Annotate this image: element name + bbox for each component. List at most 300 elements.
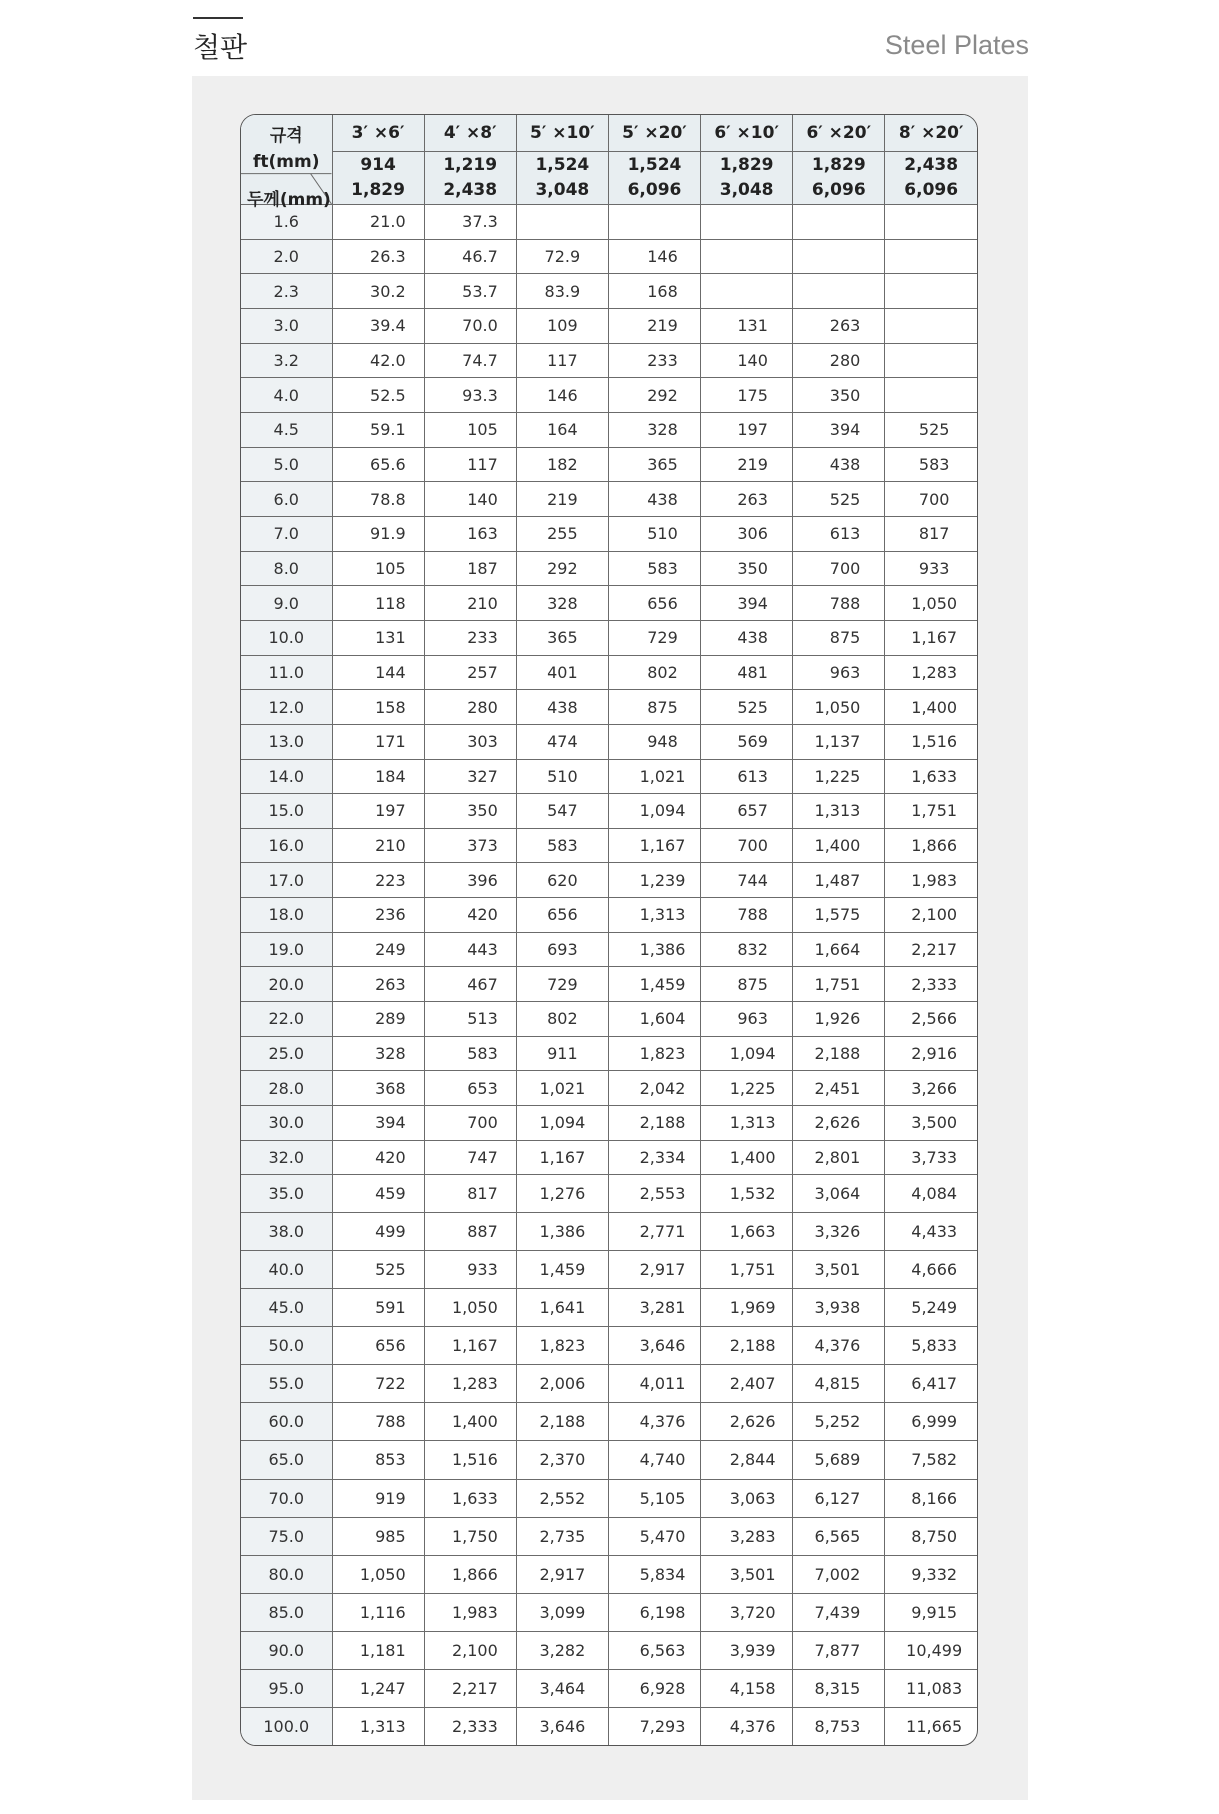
weight-cell (516, 1071, 608, 1106)
weight-cell (793, 967, 885, 1002)
weight-cell (332, 1631, 424, 1669)
weight-cell (608, 308, 700, 343)
weight-value: 817 (467, 1184, 498, 1204)
weight-cell (701, 967, 793, 1002)
weight-cell (332, 655, 424, 690)
weight-cell (701, 828, 793, 863)
thickness-cell: 1.6 (241, 205, 332, 240)
thickness-cell: 6.0 (241, 482, 332, 517)
weight-value: 4,158 (729, 1678, 776, 1698)
weight-cell (516, 1403, 608, 1441)
weight-value: 1,641 (539, 1298, 586, 1318)
weight-cell (608, 447, 700, 482)
weight-value: 817 (918, 524, 950, 544)
table-row (241, 1517, 977, 1555)
weight-value: 109 (547, 316, 578, 336)
weight-cell (885, 620, 977, 655)
weight-value: 2,451 (814, 1078, 861, 1098)
weight-value: 42.0 (370, 350, 406, 370)
weight-cell (608, 1289, 700, 1327)
weight-value: 1,866 (911, 836, 958, 856)
weight-cell (885, 863, 977, 898)
weight-cell (701, 1036, 793, 1071)
weight-cell (885, 724, 977, 759)
weight-cell (701, 205, 793, 240)
weight-value: 233 (647, 350, 678, 370)
weight-cell (424, 1441, 516, 1479)
column-spec-header: 5′ ×20′ (608, 115, 700, 152)
weight-value: 438 (829, 454, 861, 474)
weight-value: 1,400 (814, 836, 861, 856)
weight-value: 1,021 (539, 1078, 586, 1098)
width-mm: 1,829 (811, 155, 866, 175)
weight-cell (608, 828, 700, 863)
weight-cell (793, 1002, 885, 1037)
weight-value: 249 (375, 940, 406, 960)
weight-value: 83.9 (544, 281, 581, 301)
weight-cell (332, 932, 424, 967)
weight-cell (885, 551, 977, 586)
weight-value: 887 (467, 1222, 498, 1242)
weight-value: 1,283 (911, 662, 958, 682)
weight-value: 4,376 (729, 1716, 776, 1736)
weight-value: 832 (737, 940, 768, 960)
weight-value: 3,063 (729, 1488, 776, 1508)
weight-value: 2,188 (539, 1412, 586, 1432)
weight-value: 65.6 (370, 454, 406, 474)
weight-cell (332, 1441, 424, 1479)
weight-value: 306 (737, 524, 768, 544)
table-row (241, 239, 977, 274)
weight-value: 613 (737, 766, 768, 786)
weight-value: 1,983 (911, 870, 958, 890)
weight-value: 1,664 (814, 940, 861, 960)
weight-cell (516, 1441, 608, 1479)
weight-cell (332, 412, 424, 447)
weight-value: 4,084 (911, 1184, 958, 1204)
weight-value: 2,217 (911, 940, 958, 960)
weight-value: 693 (547, 940, 578, 960)
weight-cell (793, 1403, 885, 1441)
table-row (241, 1403, 977, 1441)
weight-cell (793, 343, 885, 378)
weight-cell (332, 274, 424, 309)
weight-value: 1,181 (359, 1640, 406, 1660)
weight-value: 182 (547, 454, 578, 474)
weight-cell (332, 1327, 424, 1365)
weight-cell (608, 551, 700, 586)
weight-value: 919 (375, 1488, 406, 1508)
weight-value: 1,167 (539, 1148, 586, 1168)
weight-value: 30.2 (370, 281, 406, 301)
weight-value: 1,050 (359, 1564, 406, 1584)
weight-cell (701, 759, 793, 794)
weight-cell (424, 1517, 516, 1555)
thickness-cell: 25.0 (241, 1036, 332, 1071)
weight-value: 1,313 (729, 1113, 776, 1133)
table-row (241, 205, 977, 240)
weight-cell (885, 1441, 977, 1479)
table-row (241, 655, 977, 690)
weight-cell (701, 655, 793, 690)
thickness-cell: 50.0 (241, 1327, 332, 1365)
weight-cell (608, 1213, 700, 1251)
weight-value: 3,720 (729, 1602, 776, 1622)
weight-value: 46.7 (462, 246, 498, 266)
weight-cell (608, 516, 700, 551)
weight-value: 2,735 (539, 1526, 586, 1546)
weight-cell (516, 759, 608, 794)
weight-cell (885, 1036, 977, 1071)
weight-value: 223 (375, 870, 406, 890)
weight-value: 11,665 (906, 1716, 963, 1736)
weight-value: 3,064 (814, 1184, 861, 1204)
weight-cell (424, 1593, 516, 1631)
weight-value: 171 (375, 732, 406, 752)
weight-value: 3,500 (911, 1113, 958, 1133)
weight-cell (701, 1631, 793, 1669)
weight-value: 1,575 (814, 905, 861, 925)
table-row (241, 551, 977, 586)
weight-cell (516, 898, 608, 933)
weight-cell (332, 724, 424, 759)
weight-cell (424, 898, 516, 933)
weight-cell (608, 1365, 700, 1403)
weight-value: 292 (647, 385, 678, 405)
weight-cell (424, 932, 516, 967)
table-row (241, 1441, 977, 1479)
weight-cell (332, 1002, 424, 1037)
weight-value: 591 (375, 1298, 406, 1318)
weight-cell (332, 1555, 424, 1593)
weight-cell (332, 759, 424, 794)
weight-value: 146 (547, 385, 578, 405)
weight-value: 164 (547, 420, 578, 440)
table-row (241, 1479, 977, 1517)
weight-cell (332, 1365, 424, 1403)
weight-cell (424, 378, 516, 413)
weight-cell (516, 1175, 608, 1213)
weight-value: 3,646 (539, 1716, 586, 1736)
thickness-cell: 55.0 (241, 1365, 332, 1403)
table-row (241, 447, 977, 482)
weight-cell (424, 516, 516, 551)
weight-cell (701, 724, 793, 759)
weight-value: 394 (375, 1113, 406, 1133)
weight-value: 5,105 (639, 1488, 686, 1508)
page-title: 철판 (193, 31, 248, 64)
weight-value: 236 (375, 905, 406, 925)
weight-cell (424, 1327, 516, 1365)
weight-value: 53.7 (462, 281, 498, 301)
weight-cell (793, 412, 885, 447)
weight-value: 875 (647, 697, 678, 717)
weight-value: 499 (375, 1222, 406, 1242)
weight-cell (332, 1106, 424, 1141)
length-mm: 3,048 (535, 180, 590, 200)
weight-cell (885, 516, 977, 551)
weight-value: 656 (547, 905, 578, 925)
weight-value: 1,021 (639, 766, 686, 786)
table-row (241, 1555, 977, 1593)
weight-cell (885, 932, 977, 967)
weight-value: 168 (647, 281, 678, 301)
weight-value: 5,252 (814, 1412, 861, 1432)
weight-value: 52.5 (370, 385, 406, 405)
weight-cell (332, 898, 424, 933)
weight-value: 1,225 (814, 766, 861, 786)
weight-cell (885, 1593, 977, 1631)
weight-value: 443 (467, 940, 498, 960)
weight-cell (701, 1175, 793, 1213)
weight-value: 140 (737, 350, 768, 370)
thickness-cell: 13.0 (241, 724, 332, 759)
weight-value: 2,626 (814, 1113, 861, 1133)
table-row (241, 690, 977, 725)
dimension-header-row (241, 152, 977, 205)
weight-value: 2,217 (451, 1678, 498, 1698)
table-row (241, 1327, 977, 1365)
table-row (241, 794, 977, 829)
weight-value: 4,011 (639, 1374, 686, 1394)
thickness-cell: 17.0 (241, 863, 332, 898)
weight-cell (332, 1071, 424, 1106)
weight-table (240, 114, 978, 1746)
width-mm: 914 (360, 155, 396, 175)
weight-value: 4,666 (911, 1260, 958, 1280)
width-mm: 1,219 (443, 155, 498, 175)
weight-value: 5,833 (911, 1336, 958, 1356)
weight-value: 263 (375, 974, 406, 994)
weight-value: 1,400 (729, 1148, 776, 1168)
weight-value: 547 (547, 801, 578, 821)
column-mm-header (332, 152, 424, 205)
weight-value: 131 (737, 316, 768, 336)
thickness-cell: 32.0 (241, 1140, 332, 1175)
weight-value: 2,006 (539, 1374, 586, 1394)
weight-cell (701, 1707, 793, 1745)
corner-header-cell (241, 115, 332, 210)
column-mm-header (701, 152, 793, 205)
weight-cell (701, 1140, 793, 1175)
steel-plate-table (241, 115, 977, 1745)
weight-cell (885, 1175, 977, 1213)
weight-cell (424, 239, 516, 274)
weight-cell (516, 1106, 608, 1141)
weight-cell (516, 412, 608, 447)
weight-value: 653 (467, 1078, 498, 1098)
weight-value: 510 (647, 524, 678, 544)
weight-cell (793, 1071, 885, 1106)
weight-cell (885, 690, 977, 725)
weight-value: 187 (467, 558, 498, 578)
thickness-cell: 65.0 (241, 1441, 332, 1479)
weight-value: 802 (547, 1009, 578, 1029)
weight-value: 1,225 (729, 1078, 776, 1098)
weight-cell (424, 1707, 516, 1745)
table-row (241, 482, 977, 517)
weight-cell (885, 343, 977, 378)
weight-cell (516, 308, 608, 343)
column-spec-header: 6′ ×10′ (701, 115, 793, 152)
weight-cell (793, 1213, 885, 1251)
weight-cell (793, 1036, 885, 1071)
weight-cell (701, 620, 793, 655)
weight-cell (424, 1479, 516, 1517)
weight-cell (701, 1479, 793, 1517)
weight-cell (608, 1631, 700, 1669)
weight-value: 1,050 (814, 697, 861, 717)
weight-value: 401 (547, 662, 578, 682)
weight-value: 700 (467, 1113, 498, 1133)
weight-value: 3,464 (539, 1678, 586, 1698)
thickness-cell: 22.0 (241, 1002, 332, 1037)
weight-cell (608, 1669, 700, 1707)
weight-cell (885, 308, 977, 343)
weight-cell (885, 1002, 977, 1037)
weight-cell (701, 898, 793, 933)
thickness-cell: 30.0 (241, 1106, 332, 1141)
weight-cell (885, 239, 977, 274)
weight-cell (424, 1140, 516, 1175)
table-row (241, 724, 977, 759)
weight-value: 163 (467, 524, 498, 544)
weight-value: 233 (467, 628, 498, 648)
weight-cell (885, 655, 977, 690)
weight-cell (793, 274, 885, 309)
weight-cell (424, 690, 516, 725)
weight-value: 1,386 (639, 940, 686, 960)
weight-value: 280 (829, 350, 861, 370)
length-mm: 1,829 (351, 180, 405, 200)
weight-cell (608, 586, 700, 621)
weight-cell (701, 1517, 793, 1555)
weight-cell (332, 343, 424, 378)
table-row (241, 274, 977, 309)
weight-value: 620 (547, 870, 578, 890)
weight-cell (332, 239, 424, 274)
weight-value: 144 (375, 662, 406, 682)
weight-value: 438 (547, 697, 578, 717)
weight-cell (332, 378, 424, 413)
weight-cell (332, 1140, 424, 1175)
weight-value: 744 (737, 870, 768, 890)
weight-cell (516, 516, 608, 551)
column-mm-header (793, 152, 885, 205)
weight-cell (332, 516, 424, 551)
weight-cell (608, 1106, 700, 1141)
weight-value: 2,188 (639, 1113, 686, 1133)
weight-cell (885, 1403, 977, 1441)
length-mm: 6,096 (811, 180, 866, 200)
weight-cell (608, 1555, 700, 1593)
weight-value: 3,099 (539, 1602, 586, 1622)
weight-cell (516, 1669, 608, 1707)
weight-cell (424, 1036, 516, 1071)
weight-cell (701, 1251, 793, 1289)
spec-label-ko: 규격 (269, 126, 303, 146)
weight-value: 963 (829, 662, 861, 682)
weight-cell (516, 967, 608, 1002)
weight-value: 2,844 (729, 1450, 776, 1470)
weight-value: 1,516 (451, 1450, 498, 1470)
weight-cell (793, 655, 885, 690)
weight-cell (793, 759, 885, 794)
title-rule (193, 17, 243, 19)
weight-value: 219 (647, 316, 678, 336)
weight-cell (701, 690, 793, 725)
weight-cell (608, 967, 700, 1002)
weight-value: 328 (547, 593, 578, 613)
weight-value: 2,917 (639, 1260, 686, 1280)
weight-value: 985 (375, 1526, 406, 1546)
weight-cell (332, 551, 424, 586)
weight-value: 37.3 (462, 212, 498, 232)
table-row (241, 1669, 977, 1707)
weight-cell (885, 205, 977, 240)
weight-cell (793, 1707, 885, 1745)
weight-cell (885, 1251, 977, 1289)
weight-cell (701, 863, 793, 898)
weight-cell (332, 1289, 424, 1327)
weight-value: 788 (737, 905, 768, 925)
weight-cell (516, 690, 608, 725)
table-row (241, 863, 977, 898)
weight-value: 2,042 (639, 1078, 686, 1098)
weight-cell (332, 1036, 424, 1071)
weight-value: 1,313 (814, 801, 861, 821)
weight-cell (608, 1441, 700, 1479)
weight-cell (701, 551, 793, 586)
weight-value: 2,333 (911, 974, 958, 994)
weight-cell (516, 1140, 608, 1175)
weight-cell (793, 932, 885, 967)
weight-cell (793, 794, 885, 829)
weight-value: 1,604 (639, 1009, 686, 1029)
weight-cell (793, 1631, 885, 1669)
weight-value: 158 (375, 697, 406, 717)
weight-value: 78.8 (370, 489, 406, 509)
weight-value: 1,866 (451, 1564, 498, 1584)
thickness-cell: 28.0 (241, 1071, 332, 1106)
weight-cell (516, 1479, 608, 1517)
weight-cell (885, 482, 977, 517)
weight-cell (332, 1213, 424, 1251)
weight-cell (885, 898, 977, 933)
weight-cell (608, 759, 700, 794)
width-mm: 1,524 (535, 155, 590, 175)
weight-value: 1,167 (911, 628, 958, 648)
column-spec-header: 4′ ×8′ (424, 115, 516, 152)
weight-cell (516, 724, 608, 759)
weight-value: 26.3 (370, 246, 406, 266)
weight-value: 474 (547, 732, 578, 752)
weight-cell (885, 1140, 977, 1175)
weight-cell (885, 378, 977, 413)
thickness-cell: 15.0 (241, 794, 332, 829)
weight-cell (793, 239, 885, 274)
weight-cell (793, 1555, 885, 1593)
weight-cell (424, 1365, 516, 1403)
weight-value: 197 (375, 801, 406, 821)
weight-cell (424, 412, 516, 447)
table-row (241, 308, 977, 343)
thickness-cell: 14.0 (241, 759, 332, 794)
weight-cell (516, 1036, 608, 1071)
weight-value: 438 (737, 628, 768, 648)
weight-value: 210 (375, 836, 406, 856)
weight-value: 3,939 (729, 1640, 776, 1660)
